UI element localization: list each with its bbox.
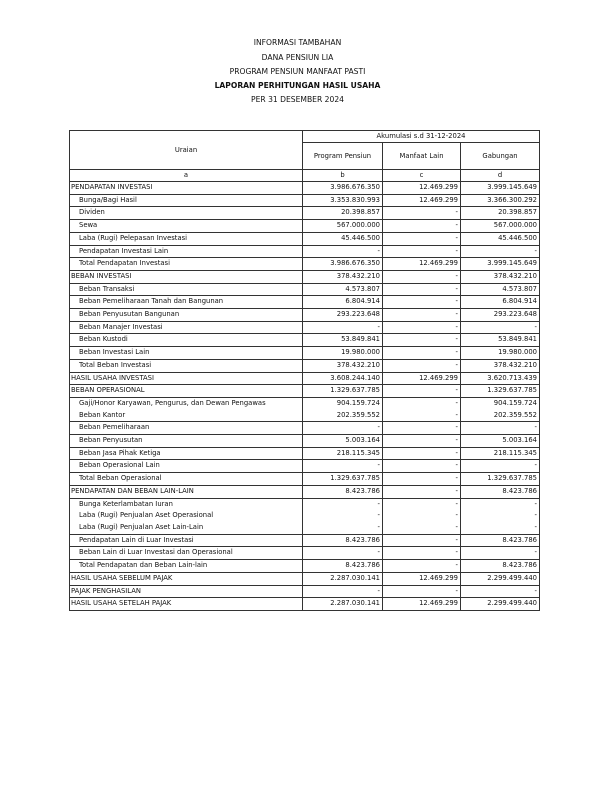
row-label: Bunga Keterlambatan Iuran: [70, 498, 303, 510]
row-label: Beban Jasa Pihak Ketiga: [70, 447, 303, 460]
cell-program-pensiun: 8.423.786: [303, 534, 383, 547]
header-row-1: [70, 131, 540, 143]
table-row: [70, 510, 540, 522]
cell-program-pensiun: -: [303, 522, 383, 534]
table-row: [70, 258, 540, 271]
cell-manfaat-lain: -: [383, 547, 461, 560]
row-label: Beban Pemeliharaan Tanah dan Bangunan: [70, 296, 303, 309]
cell-program-pensiun: -: [303, 510, 383, 522]
cell-gabungan: 3.620.713.439: [461, 372, 540, 385]
table-row: [70, 232, 540, 245]
cell-gabungan: 378.432.210: [461, 270, 540, 283]
row-label: PENDAPATAN INVESTASI: [70, 182, 303, 195]
row-label: Beban Penyusutan Bangunan: [70, 309, 303, 322]
cell-program-pensiun: 53.849.841: [303, 334, 383, 347]
cell-manfaat-lain: -: [383, 485, 461, 498]
row-label: Beban Operasional Lain: [70, 460, 303, 473]
row-label: Total Pendapatan dan Beban Lain-lain: [70, 560, 303, 573]
cell-gabungan: 218.115.345: [461, 447, 540, 460]
row-label: HASIL USAHA SEBELUM PAJAK: [70, 572, 303, 585]
cell-gabungan: 1.329.637.785: [461, 385, 540, 398]
table-row: [70, 283, 540, 296]
table-row: [70, 534, 540, 547]
table-row: [70, 321, 540, 334]
cell-program-pensiun: -: [303, 245, 383, 258]
cell-program-pensiun: 3.986.676.350: [303, 258, 383, 271]
cell-program-pensiun: 4.573.807: [303, 283, 383, 296]
cell-gabungan: 45.446.500: [461, 232, 540, 245]
cell-gabungan: 293.223.648: [461, 309, 540, 322]
report-period: PER 31 DESEMBER 2024: [251, 95, 344, 104]
table-row: [70, 435, 540, 448]
table-row: [70, 359, 540, 372]
table-row: [70, 572, 540, 585]
table-row: [70, 245, 540, 258]
cell-manfaat-lain: -: [383, 309, 461, 322]
row-label: BEBAN OPERASIONAL: [70, 385, 303, 398]
report-title: LAPORAN PERHITUNGAN HASIL USAHA: [214, 81, 381, 90]
row-label: Beban Penyusutan: [70, 435, 303, 448]
cell-program-pensiun: 6.804.914: [303, 296, 383, 309]
table-row: [70, 296, 540, 309]
cell-manfaat-lain: 12.469.299: [383, 572, 461, 585]
table-row: [70, 498, 540, 510]
cell-program-pensiun: 5.003.164: [303, 435, 383, 448]
cell-manfaat-lain: 12.469.299: [383, 182, 461, 195]
cell-gabungan: -: [461, 422, 540, 435]
cell-manfaat-lain: -: [383, 534, 461, 547]
table-row: [70, 585, 540, 598]
cell-program-pensiun: 3.986.676.350: [303, 182, 383, 195]
cell-program-pensiun: 8.423.786: [303, 485, 383, 498]
cell-gabungan: 904.159.724: [461, 397, 540, 409]
header-line-1: INFORMASI TAMBAHAN: [253, 38, 342, 47]
row-label: Beban Manajer Investasi: [70, 321, 303, 334]
income-statement-table: [69, 130, 540, 611]
cell-program-pensiun: 19.980.000: [303, 347, 383, 360]
cell-manfaat-lain: -: [383, 245, 461, 258]
cell-manfaat-lain: 12.469.299: [383, 372, 461, 385]
cell-gabungan: 2.299.499.440: [461, 572, 540, 585]
cell-program-pensiun: -: [303, 498, 383, 510]
header-row-letters: [70, 170, 540, 182]
cell-manfaat-lain: -: [383, 283, 461, 296]
cell-manfaat-lain: -: [383, 422, 461, 435]
header-line-3: PROGRAM PENSIUN MANFAAT PASTI: [229, 67, 366, 76]
cell-gabungan: 3.366.300.292: [461, 194, 540, 207]
row-label: BEBAN INVESTASI: [70, 270, 303, 283]
cell-gabungan: -: [461, 245, 540, 258]
cell-gabungan: -: [461, 585, 540, 598]
table-row: [70, 522, 540, 534]
cell-manfaat-lain: -: [383, 296, 461, 309]
cell-program-pensiun: 20.398.857: [303, 207, 383, 220]
table-row: [70, 182, 540, 195]
table-row: [70, 447, 540, 460]
cell-gabungan: 3.999.145.649: [461, 258, 540, 271]
cell-manfaat-lain: -: [383, 385, 461, 398]
table-row: [70, 422, 540, 435]
table-row: [70, 410, 540, 422]
cell-manfaat-lain: -: [383, 473, 461, 486]
cell-manfaat-lain: -: [383, 460, 461, 473]
cell-gabungan: -: [461, 510, 540, 522]
cell-program-pensiun: 202.359.552: [303, 410, 383, 422]
row-label: Beban Transaksi: [70, 283, 303, 296]
cell-gabungan: 53.849.841: [461, 334, 540, 347]
row-label: Laba (Rugi) Penjualan Aset Lain-Lain: [70, 522, 303, 534]
cell-manfaat-lain: -: [383, 270, 461, 283]
row-label: HASIL USAHA SETELAH PAJAK: [70, 598, 303, 611]
table-row: [70, 220, 540, 233]
table-row: [70, 485, 540, 498]
cell-program-pensiun: 567.000.000: [303, 220, 383, 233]
cell-manfaat-lain: -: [383, 334, 461, 347]
col-header-gabungan: Gabungan: [461, 143, 540, 170]
cell-manfaat-lain: -: [383, 447, 461, 460]
cell-program-pensiun: 3.353.830.993: [303, 194, 383, 207]
cell-program-pensiun: -: [303, 547, 383, 560]
cell-gabungan: 3.999.145.649: [461, 182, 540, 195]
cell-manfaat-lain: -: [383, 522, 461, 534]
cell-program-pensiun: 1.329.637.785: [303, 385, 383, 398]
cell-gabungan: 6.804.914: [461, 296, 540, 309]
cell-program-pensiun: 1.329.637.785: [303, 473, 383, 486]
table-row: [70, 270, 540, 283]
table-row: [70, 560, 540, 573]
cell-gabungan: 567.000.000: [461, 220, 540, 233]
table-row: [70, 397, 540, 409]
cell-manfaat-lain: -: [383, 435, 461, 448]
table-row: [70, 194, 540, 207]
row-label: Beban Pemeliharaan: [70, 422, 303, 435]
table-row: [70, 598, 540, 611]
cell-program-pensiun: 218.115.345: [303, 447, 383, 460]
row-label: PENDAPATAN DAN BEBAN LAIN-LAIN: [70, 485, 303, 498]
cell-program-pensiun: -: [303, 585, 383, 598]
cell-program-pensiun: -: [303, 422, 383, 435]
cell-program-pensiun: -: [303, 460, 383, 473]
col-header-akumulasi: Akumulasi s.d 31-12-2024: [303, 131, 540, 143]
cell-program-pensiun: 378.432.210: [303, 270, 383, 283]
row-label: Pendapatan Investasi Lain: [70, 245, 303, 258]
cell-gabungan: 2.299.499.440: [461, 598, 540, 611]
cell-manfaat-lain: -: [383, 397, 461, 409]
cell-gabungan: 20.398.857: [461, 207, 540, 220]
col-letter-c: c: [383, 170, 461, 182]
table-row: [70, 460, 540, 473]
row-label: Total Beban Operasional: [70, 473, 303, 486]
cell-program-pensiun: 2.287.030.141: [303, 598, 383, 611]
cell-manfaat-lain: -: [383, 410, 461, 422]
table-row: [70, 473, 540, 486]
cell-manfaat-lain: -: [383, 207, 461, 220]
cell-gabungan: 8.423.786: [461, 534, 540, 547]
table-row: [70, 334, 540, 347]
cell-gabungan: -: [461, 522, 540, 534]
row-label: Beban Lain di Luar Investasi dan Operasional: [70, 547, 303, 560]
cell-manfaat-lain: 12.469.299: [383, 598, 461, 611]
cell-manfaat-lain: -: [383, 232, 461, 245]
col-letter-b: b: [303, 170, 383, 182]
col-letter-a: a: [70, 170, 303, 182]
cell-manfaat-lain: 12.469.299: [383, 258, 461, 271]
row-label: Total Beban Investasi: [70, 359, 303, 372]
cell-program-pensiun: 378.432.210: [303, 359, 383, 372]
row-label: Beban Kantor: [70, 410, 303, 422]
row-label: Total Pendapatan Investasi: [70, 258, 303, 271]
cell-program-pensiun: 904.159.724: [303, 397, 383, 409]
row-label: Dividen: [70, 207, 303, 220]
row-label: Laba (Rugi) Penjualan Aset Operasional: [70, 510, 303, 522]
table-row: [70, 207, 540, 220]
cell-gabungan: 202.359.552: [461, 410, 540, 422]
cell-gabungan: 5.003.164: [461, 435, 540, 448]
col-letter-d: d: [461, 170, 540, 182]
cell-manfaat-lain: -: [383, 220, 461, 233]
row-label: Laba (Rugi) Pelepasan Investasi: [70, 232, 303, 245]
cell-gabungan: -: [461, 460, 540, 473]
cell-manfaat-lain: -: [383, 560, 461, 573]
table-row: [70, 372, 540, 385]
cell-manfaat-lain: -: [383, 510, 461, 522]
cell-manfaat-lain: -: [383, 321, 461, 334]
cell-manfaat-lain: -: [383, 498, 461, 510]
cell-gabungan: 4.573.807: [461, 283, 540, 296]
cell-gabungan: 8.423.786: [461, 560, 540, 573]
row-label: Sewa: [70, 220, 303, 233]
header-line-2: DANA PENSIUN LIA: [261, 53, 334, 62]
cell-manfaat-lain: -: [383, 347, 461, 360]
row-label: PAJAK PENGHASILAN: [70, 585, 303, 598]
cell-gabungan: -: [461, 547, 540, 560]
table-row: [70, 547, 540, 560]
cell-manfaat-lain: 12.469.299: [383, 194, 461, 207]
cell-manfaat-lain: -: [383, 359, 461, 372]
col-header-uraian: Uraian: [70, 131, 303, 170]
row-label: Pendapatan Lain di Luar Investasi: [70, 534, 303, 547]
cell-program-pensiun: 3.608.244.140: [303, 372, 383, 385]
row-label: Gaji/Honor Karyawan, Pengurus, dan Dewan Pengawas: [70, 397, 303, 409]
table-row: [70, 309, 540, 322]
cell-gabungan: -: [461, 498, 540, 510]
col-header-manfaat-lain: Manfaat Lain: [383, 143, 461, 170]
cell-program-pensiun: 8.423.786: [303, 560, 383, 573]
cell-gabungan: 378.432.210: [461, 359, 540, 372]
cell-program-pensiun: 45.446.500: [303, 232, 383, 245]
col-header-program-pensiun: Program Pensiun: [303, 143, 383, 170]
cell-program-pensiun: 2.287.030.141: [303, 572, 383, 585]
row-label: HASIL USAHA INVESTASI: [70, 372, 303, 385]
cell-gabungan: 1.329.637.785: [461, 473, 540, 486]
row-label: Beban Kustodi: [70, 334, 303, 347]
cell-gabungan: 8.423.786: [461, 485, 540, 498]
cell-manfaat-lain: -: [383, 585, 461, 598]
cell-program-pensiun: -: [303, 321, 383, 334]
table-row: [70, 347, 540, 360]
row-label: Bunga/Bagi Hasil: [70, 194, 303, 207]
row-label: Beban Investasi Lain: [70, 347, 303, 360]
cell-gabungan: -: [461, 321, 540, 334]
table-row: [70, 385, 540, 398]
cell-gabungan: 19.980.000: [461, 347, 540, 360]
cell-program-pensiun: 293.223.648: [303, 309, 383, 322]
